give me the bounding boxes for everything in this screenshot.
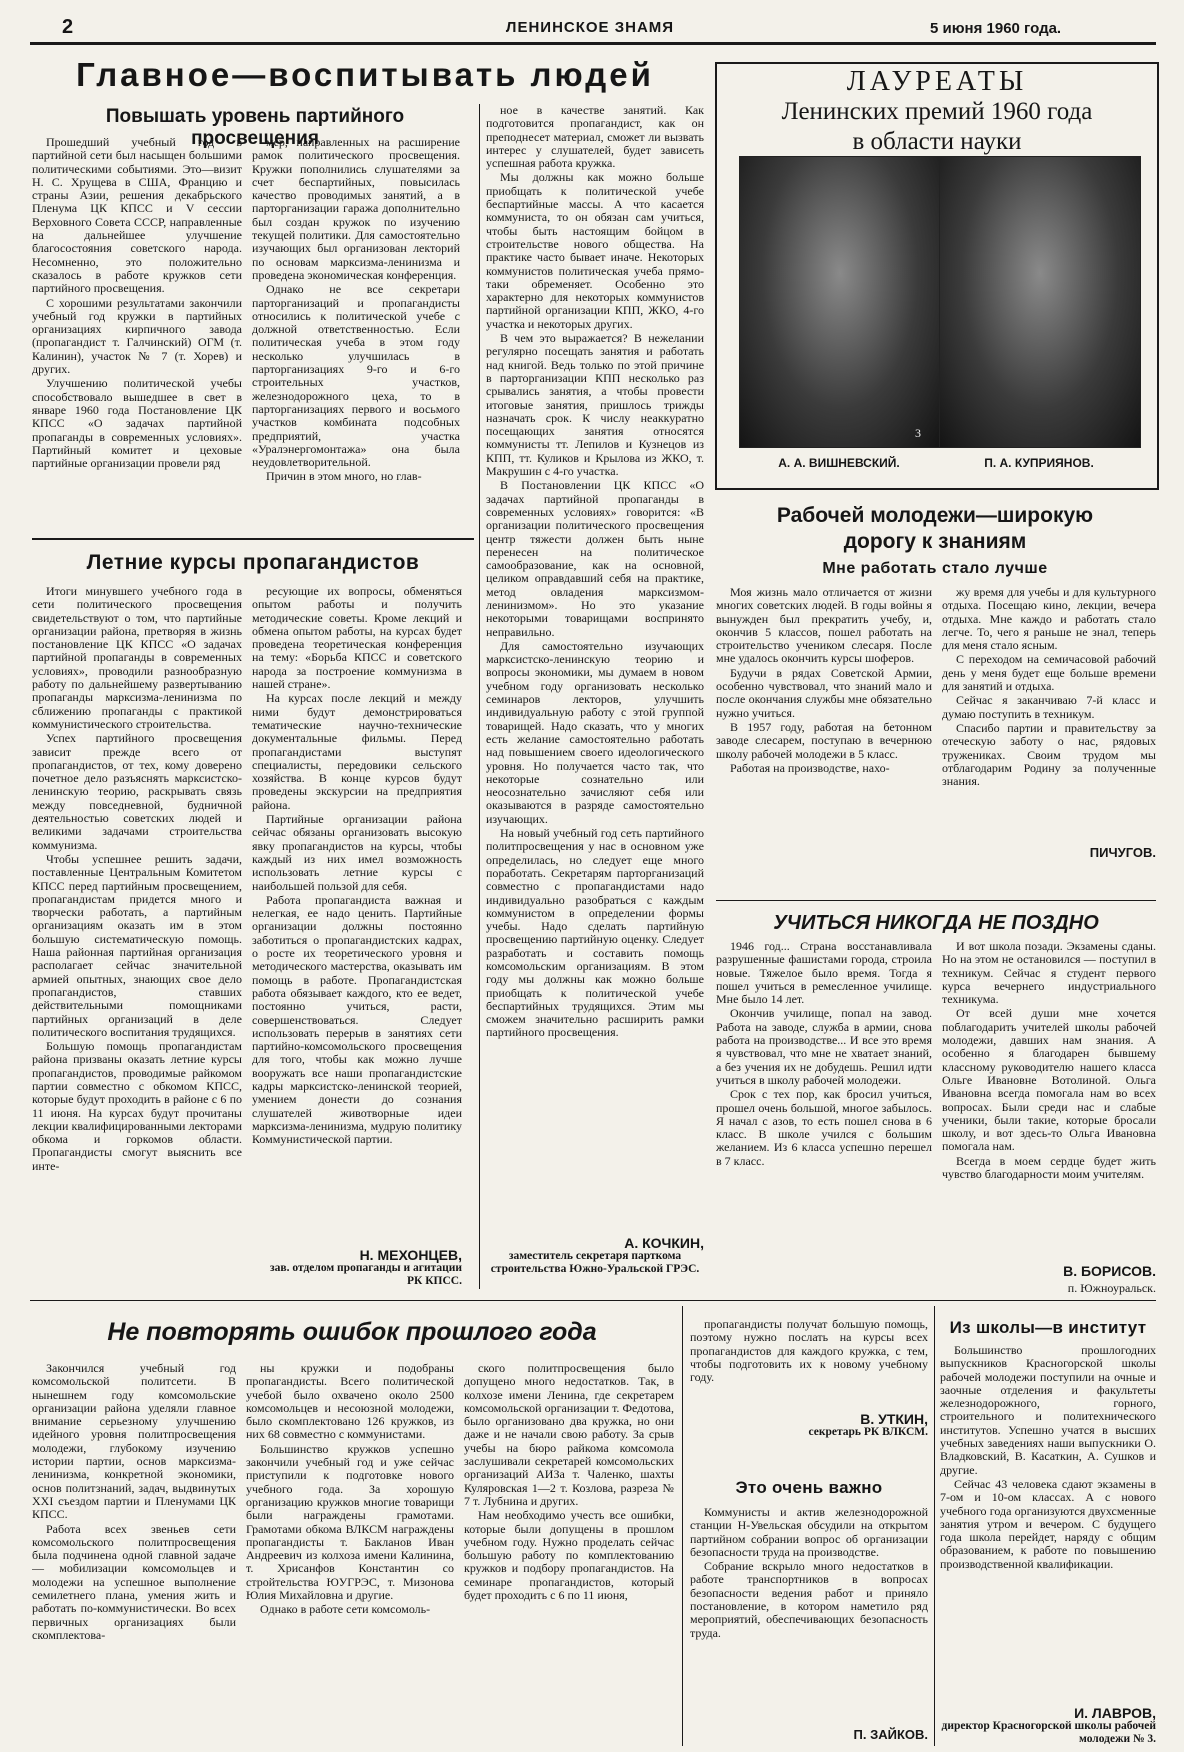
important-article-title: Это очень важно xyxy=(735,1478,883,1497)
youth-author: ПИЧУГОВ. xyxy=(1089,845,1156,860)
paragraph: Будучи в рядах Советской Армии, особенно чувствовал, что знаний мало и после окончания службы мне обязательно нужно учиться. xyxy=(716,665,932,720)
youth-article-col2 xyxy=(942,586,1156,846)
paragraph: Прошедший учебный год в партийной сети был насыщен большими политическими событиями. Это—визит Н. С. Хрущева в США, Францию и страны Азии, решения декабрьского Пленума ЦК КПСС и V сессии Верховного Совета СССР, направленные на дальнейшее улучшение благосостояния советского народа. Несомненно, это положительно сказалось в работе кружков сети партийного просвещения. xyxy=(32,136,242,296)
column-divider xyxy=(479,104,480,1289)
masthead-rule xyxy=(30,42,1156,45)
author-name: Н. МЕХОНЦЕВ, xyxy=(359,1247,462,1263)
main-article-subtitle: Повышать уровень партийного просвещения xyxy=(105,106,405,149)
caption-vishnevsky: А. А. ВИШНЕВСКИЙ. xyxy=(778,456,900,470)
author-name: В. УТКИН, xyxy=(860,1411,928,1427)
paragraph: На новый учебный год сеть партийного политпросвещения у нас в основном уже определилась, но следует еще много поработать. Секретарям парторганизаций совместно с пропагандистами надо индивидуально разобраться с каждым коммунистом в определении формы учебы. Надо сделать партийную просвещению партийную оценку. Следует разработать и составить помощь комсомольским организациям. В этом году мы должны как можно больше приобщать к политической учебе беспартийных трудящихся. Этим мы сможем значительно расширить рамки партийного просвещения. xyxy=(486,826,704,1040)
section-rule xyxy=(32,538,474,540)
paragraph: Чтобы успешнее решить задачи, поставленные Центральным Комитетом КПСС перед партийным просвещением, пропагандистам придется много и творчески работать, а партийным организациям оказать им в этом большую систематическую помощь. Наша районная партийная организация располагает сейчас значительной армией опытных, знающих свое дело пропагандистов, ставших действительными помощниками партийных организаций в деле политического воспитания трудящихся. xyxy=(32,851,242,1039)
caption-kupriyanov: П. А. КУПРИЯНОВ. xyxy=(984,456,1094,470)
youth-article-title-1: Рабочей молодежи—широкую xyxy=(776,504,1094,527)
main-article-title: Главное—воспитывать людей xyxy=(76,56,654,93)
portrait-kupriyanov xyxy=(939,156,1141,448)
never-late-place: п. Южноуральск. xyxy=(1067,1281,1156,1295)
important-article-body xyxy=(690,1506,928,1728)
paragraph: Сейчас я заканчиваю 7-й класс и думаю поступить в техникум. xyxy=(942,693,1156,721)
paragraph: В Постановлении ЦК КПСС «О задачах партийной пропаганды в современных условиях» говорится: «В организации политического просвещения центр тяжести должен быть ныне перенесен на политическое самообразование, как на основной, целиком оправдавший себя на практике, метод овладения марксизмом-ленинизмом». Но это указание некоторыми товарищами воспринято неправильно. xyxy=(486,478,704,639)
main-article-col2 xyxy=(252,136,460,531)
never-late-col2 xyxy=(942,940,1156,1240)
important-author: П. ЗАЙКОВ. xyxy=(853,1727,928,1742)
laureates-subtitle-1: Ленинских премий 1960 года xyxy=(781,98,1093,125)
komsomol-article-signature xyxy=(690,1412,928,1439)
paragraph: Большинство кружков успешно закончили учебный год и уже сейчас приступили к подготовке нового учебного года. За хорошую организацию кружков многие товарищи были награждены грамотами. Грамотами обкома ВЛКСМ награждены пропагандисты т. Бакланов Иван Андреевич из колхоза имени Калинина, т. Хрисанфов Константин со стройтельства ЮУГРЭС, т. Мизонова Юлия Михайловна и другие. xyxy=(246,1441,454,1603)
section-rule xyxy=(716,900,1156,901)
komsomol-article-col1 xyxy=(32,1362,236,1742)
youth-article-subtitle: Мне работать стало лучше xyxy=(822,560,1048,577)
laureates-title: ЛАУРЕАТЫ xyxy=(846,66,1028,97)
author-role: зав. отделом пропаганды и агитации РК КПСС. xyxy=(270,1262,462,1287)
courses-article-col2 xyxy=(252,585,462,1245)
newspaper-name: ЛЕНИНСКОЕ ЗНАМЯ xyxy=(505,19,675,36)
paragraph: Однако в работе сети комсомоль- xyxy=(260,1602,431,1617)
komsomol-article-title: Не повторять ошибок прошлого года xyxy=(107,1318,597,1346)
paragraph: От всей души мне хочется поблагодарить учителей школы рабочей молодежи, давших нам знания. А особенно я благодарен бывшему классному руководителю нашего класса Ольге Ивановне Вотолиной. Ольга Ивановна всегда помогала нам во всех вопросах. Были среди нас и слабые ученики, были такие, которые бросали школу, и вот здесь-то Ольга Ивановна помогала нам. xyxy=(942,1006,1156,1154)
paragraph: С переходом на семичасовой рабочий день у меня будет еще больше времени для занятий и отдыха. xyxy=(942,652,1156,694)
column-divider xyxy=(934,1306,935,1746)
paragraph: ное в качестве занятий. Как подготовится пропагандист, как он преподнесет материал, сможет ли вызвать интерес у слушателей, будет зависеть успешная работа кружка. xyxy=(486,104,704,171)
paragraph: Сейчас 43 человека сдают экзамены в 7-ом и 10-ом классах. А с нового учебного года организуются двухсменные занятия утром и вечером. С будущего года школа перейдет, наряду с общим образованием, к работе по повышению производственной квалификации. xyxy=(940,1476,1156,1571)
paragraph: В 1957 году, работая на бетонном заводе слесарем, поступаю в вечернюю школу рабочей молодежи в 5 класс. xyxy=(716,719,932,761)
photo-mark: 3 xyxy=(915,426,921,440)
main-article-signature xyxy=(486,1236,704,1276)
paragraph: мер, направленных на расширение рамок политического просвещения. Кружки пополнились слушателями за счет беспартийных, повысилась качество проводимых занятий, а в парторганизации гаража дополнительно был создан кружок по изучению текущей политики. Для самостоятельно изучающих был организован лекторий по основам марксизма-ленинизма и проведена экономическая конференция. xyxy=(252,136,460,282)
never-late-title: УЧИТЬСЯ НИКОГДА НЕ ПОЗДНО xyxy=(773,912,1099,934)
main-article-col3 xyxy=(486,104,704,1234)
paragraph: Закончился учебный год комсомольской политсети. В нынешнем году комсомольские организации района уделяли главное внимание серьезному улучшению идейного уровня политпросвещения молодежи, глубокому изучению истории партии, основ марксизма-ленинизма, конкретной экономики, основ политзнаний, задач, выдвинутых XXI съездом партии и Пленумами ЦК КПСС. xyxy=(32,1362,236,1522)
portrait-vishnevsky xyxy=(739,156,941,448)
never-late-author: В. БОРИСОВ. xyxy=(1063,1263,1156,1279)
paragraph: Спасибо партии и правительству за отеческую заботу о нас, рядовых тружениках. Своим трудом мы отблагодарим Родину за полученные знания. xyxy=(942,720,1156,789)
school-article-body xyxy=(940,1344,1156,1704)
komsomol-article-col4 xyxy=(690,1318,928,1404)
komsomol-article-col3 xyxy=(464,1362,674,1742)
paragraph: Однако не все секретари парторганизаций и пропагандисты относились к политической учебе с должной ответственностью. Если политическая учеба в этом году несколько улучшилась в парторганизациях 9-го и 6-го строительных участков, железнодорожного цеха, то в парторганизациях первого и восьмого участков комбината подсобных предприятий, участка «Уралэнергомонтажа» она была неудовлетворительной. xyxy=(252,282,460,470)
paragraph: Нам необходимо учесть все ошибки, которые были допущены в прошлом учебном году. Нужно проделать сейчас большую работу по комплектованию кружков и подбору пропагандистов. На семинаре пропагандистов, который будет проходить с 6 по 11 июня, xyxy=(464,1508,674,1603)
paragraph: Успех партийного просвещения зависит прежде всего от пропагандистов, от тех, кому доверено почетное дело разъяснять марксистско-ленинскую теорию, раскрывать связь между повседневной, будничной деятельностью советских людей и великими задачами строительства коммунизма. xyxy=(32,731,242,852)
paragraph: Моя жизнь мало отличается от жизни многих советских людей. В годы войны я вынужден был прекратить учебу, и, окончив 5 классов, пошел работать на строительство учеником слесаря. После мне удалось окончить курсы шоферов. xyxy=(716,586,932,666)
paragraph: Итоги минувшего учебного года в сети политического просвещения свидетельствуют о том, что партийные организации района, претворяя в жизнь постановление ЦК КПСС «О задачах партийной пропаганды в современных условиях», проводили разнообразную работу по дальнейшему развертыванию пропаганды марксизма-ленинизма по сближению пропаганды с практикой коммунистического строительства. xyxy=(32,585,242,731)
main-article-col1 xyxy=(32,136,242,531)
paragraph: пропагандисты получат большую помощь, поэтому нужно послать на курсы всех пропагандистов для каждого кружка, с тем, чтобы подготовить их к новому учебному году. xyxy=(690,1318,928,1385)
paragraph: И вот школа позади. Экзамены сданы. Но на этом не остановился — поступил в техникум. Сейчас я студент первого курса вечернего индустриального техникума. xyxy=(942,940,1156,1007)
paragraph: На курсах после лекций и между ними будут демонстрироваться тематические научно-технические документальные фильмы. Перед пропагандистами выступят специалисты, передовики сельского хозяйства. В конце курсов будут проведены экскурсии на предприятия района. xyxy=(252,691,462,812)
paragraph: Мы должны как можно больше приобщать к политической учебе беспартийные массы. А что касается коммуниста, то он обязан сам учиться, чтобы быть настоящим бойцом в строительстве нового общества. На практике часто бывает иначе. Некоторых коммунистов политическая учеба прямо-таки обременяет. Особенно это характерно для некоторых коммунистов партийной организации КПП, ЖКО, 4-го участка и некоторых других. xyxy=(486,170,704,331)
paragraph: жу время для учебы и для культурного отдыха. Посещаю кино, лекции, вечера отдыха. Мне каждо и работать стало легче. То, чего я раньше не знал, теперь для меня стало ясным. xyxy=(942,586,1156,653)
paragraph: Всегда в моем сердце будет жить чувство благодарности моим учителям. xyxy=(942,1153,1156,1182)
komsomol-article-col2 xyxy=(246,1362,454,1742)
section-rule xyxy=(30,1300,1156,1301)
youth-article-title-2: дорогу к знаниям xyxy=(843,530,1027,553)
paragraph: Большую помощь пропагандистам района призваны оказать летние курсы пропагандистов, проводимые райкомом партии совместно с обкомом КПСС, которые будут проходить в районе с 6 по 11 июня. На курсах будут прочитаны лекции квалифицированными лекторами обкома и горкомов области. Пропагандисты смогут выяснить все инте- xyxy=(32,1039,242,1173)
paragraph: Партийные организации района сейчас обязаны организовать высокую явку пропагандистов на курсы, чтобы каждый из них имел возможность использовать летние курсы с наибольшей пользой для себя. xyxy=(252,812,462,893)
author-name: А. КОЧКИН, xyxy=(624,1235,704,1251)
paragraph: ского политпросвещения было допущено много недостатков. Так, в колхозе имени Ленина, где секретарем комсомольской организации т. Федотова, было организовано два кружка, но они даже и не начали свою работу. За срыв учебы на бюро райкома комсомола заслушивали секретарей комсомольских организаций АИЗа т. Чаленко, шахты Куляровская 1—2 т. Козлова, разреза № 7 т. Лубнина и других. xyxy=(464,1362,674,1508)
paragraph: Улучшению политической учебы способствовало вышедшее в свет в январе 1960 года Постановление ЦК КПСС «О задачах партийной пропаганды в современных условиях». Партийный комитет и цеховые партийные организации провели ряд xyxy=(32,376,242,471)
paragraph: Большинство прошлогодних выпускников Красногорской школы рабочей молодежи поступили на очные и заочные отделения и факультеты железнодорожного, горного, строительного и политехнического институтов. Успешно учатся в высших учебных заведениях наши выпускники О. Владковский, В. Касаткин, А. Сушков и другие. xyxy=(940,1344,1156,1477)
school-article-signature xyxy=(940,1706,1156,1746)
author-role: директор Красногорской школы рабочей молодежи № 3. xyxy=(941,1720,1156,1745)
laureates-subtitle-2: в области науки xyxy=(852,128,1022,155)
paragraph: Коммунисты и актив железнодорожной станции Н-Увельская обсудили на открытом партийном собрании вопрос об организации безопасности труда на производстве. xyxy=(690,1506,928,1559)
courses-article-signature xyxy=(252,1248,462,1288)
paragraph: ресующие их вопросы, обменяться опытом работы и получить методические советы. Кроме лекций и обмена опытом работы, на курсах будет проведена теоретическая конференция на тему: «Борьба КПСС и советского народа за построение коммунизма в нашей стране». xyxy=(252,585,462,692)
paragraph: Работая на производстве, нахо- xyxy=(730,760,890,775)
paragraph: Работа всех звеньев сети комсомольского политпросвещения была подчинена одной главной задаче — мобилизации комсомольцев и молодежи на успешное выполнение семилетнего плана, умения жить и работать по-коммунистически. Во всех первичных организациях были скомплектова- xyxy=(32,1521,236,1642)
paragraph: Причин в этом много, но глав- xyxy=(266,469,422,484)
paragraph: Для самостоятельно изучающих марксистско-ленинскую теорию и вопросы экономики, мы думаем в новом учебном году организовать несколько семинаров лекторов, улучшить индивидуальную работу с этой группой товарищей. Надо сказать, что у многих есть желание самостоятельно работать над повышением своего идеологического уровня. Но получается часто так, что некоторые сознательно или неосознательно зачисляют себя или оказываются в разряде самостоятельно изучающих. xyxy=(486,638,704,826)
laureates-box xyxy=(715,62,1159,490)
paragraph: ны кружки и подобраны пропагандисты. Всего политической учебой было охвачено около 2500 комсомольцев и несоюзной молодежи, было скомплектовано 126 кружков, из них 68 совместно с коммунистами. xyxy=(246,1362,454,1442)
paragraph: Окончив училище, попал на завод. Работа на заводе, служба в армии, снова работа на производстве... И все это время я чувствовал, что мне не хватает знаний, а без учения их не добудешь. Решил идти учиться в школу рабочей молодежи. xyxy=(716,1006,932,1087)
youth-article-col1 xyxy=(716,586,932,896)
issue-date: 5 июня 1960 года. xyxy=(930,20,1062,37)
paragraph: Срок с тех пор, как бросил учиться, прошел очень большой, многое забылось. Я начал с азов, то есть пошел снова в 6 класс. В школе учился с большим желанием. Из 6 класса успешно перешел в 7 класс. xyxy=(716,1087,932,1168)
author-name: И. ЛАВРОВ, xyxy=(1074,1705,1156,1721)
column-divider xyxy=(682,1306,683,1746)
courses-article-title: Летние курсы пропагандистов xyxy=(86,551,420,574)
author-role: секретарь РК ВЛКСМ. xyxy=(808,1426,928,1438)
paragraph: Собрание вскрыло много недостатков в работе транспортников в вопросах безопасности ведения работ и приняло постановление, в котором наметило ряд мероприятий, обеспечивающих безопасность труда. xyxy=(690,1559,928,1640)
paragraph: Работа пропагандиста важная и нелегкая, ее надо ценить. Партийные организации должны постоянно заботиться о пропагандистских кадрах, о росте их теоретического уровня и методического мастерства, оказывать им помощь в работе. Пропагандистская работа обязывает каждого, кто ее ведет, постоянно учиться, расти, совершенствоваться. Следует использовать перерыв в занятиях сети партийно-комсомольского просвещения для того, чтобы как можно лучше вооружать все наши пропагандистские кадры марксистско-ленинской теорией, умением донести до сознания слушателей животворные идеи марксизма-ленинизма, мудрую политику Коммунистической партии. xyxy=(252,892,462,1147)
paragraph: 1946 год... Страна восстанавливала разрушенные фашистами города, строила новые. Тяжелое было время. Тогда я пошел учиться в ремесленное училище. Мне было 14 лет. xyxy=(716,940,932,1007)
school-article-title: Из школы—в институт xyxy=(949,1318,1147,1337)
never-late-col1 xyxy=(716,940,932,1300)
paragraph: С хорошими результатами закончили учебный год кружки в партийных организациях кирпичного завода (пропагандист т. Галчинский) ОГМ (т. Калинин), участок № 7 (т. Хорев) и других. xyxy=(32,295,242,377)
author-role: заместитель секретаря парткома строительства Южно-Уральской ГРЭС. xyxy=(490,1250,700,1275)
paragraph: В чем это выражается? В нежелании регулярно посещать занятия и работать над книгой. Ведь только по этой причине в парторганизации КПП несколько раз срывались занятия, а чтобы провести итоговые занятия, пришлось трижды назначать срок. К числу неаккуратно посещающих занятия относятся коммунисты тт. Лепилов и Кузнецов из КПП, тт. Куликов и Крылова из ЖКО, т. Макрушин с 4-го участка. xyxy=(486,331,704,479)
page-number: 2 xyxy=(62,16,74,38)
courses-article-col1 xyxy=(32,585,242,1297)
